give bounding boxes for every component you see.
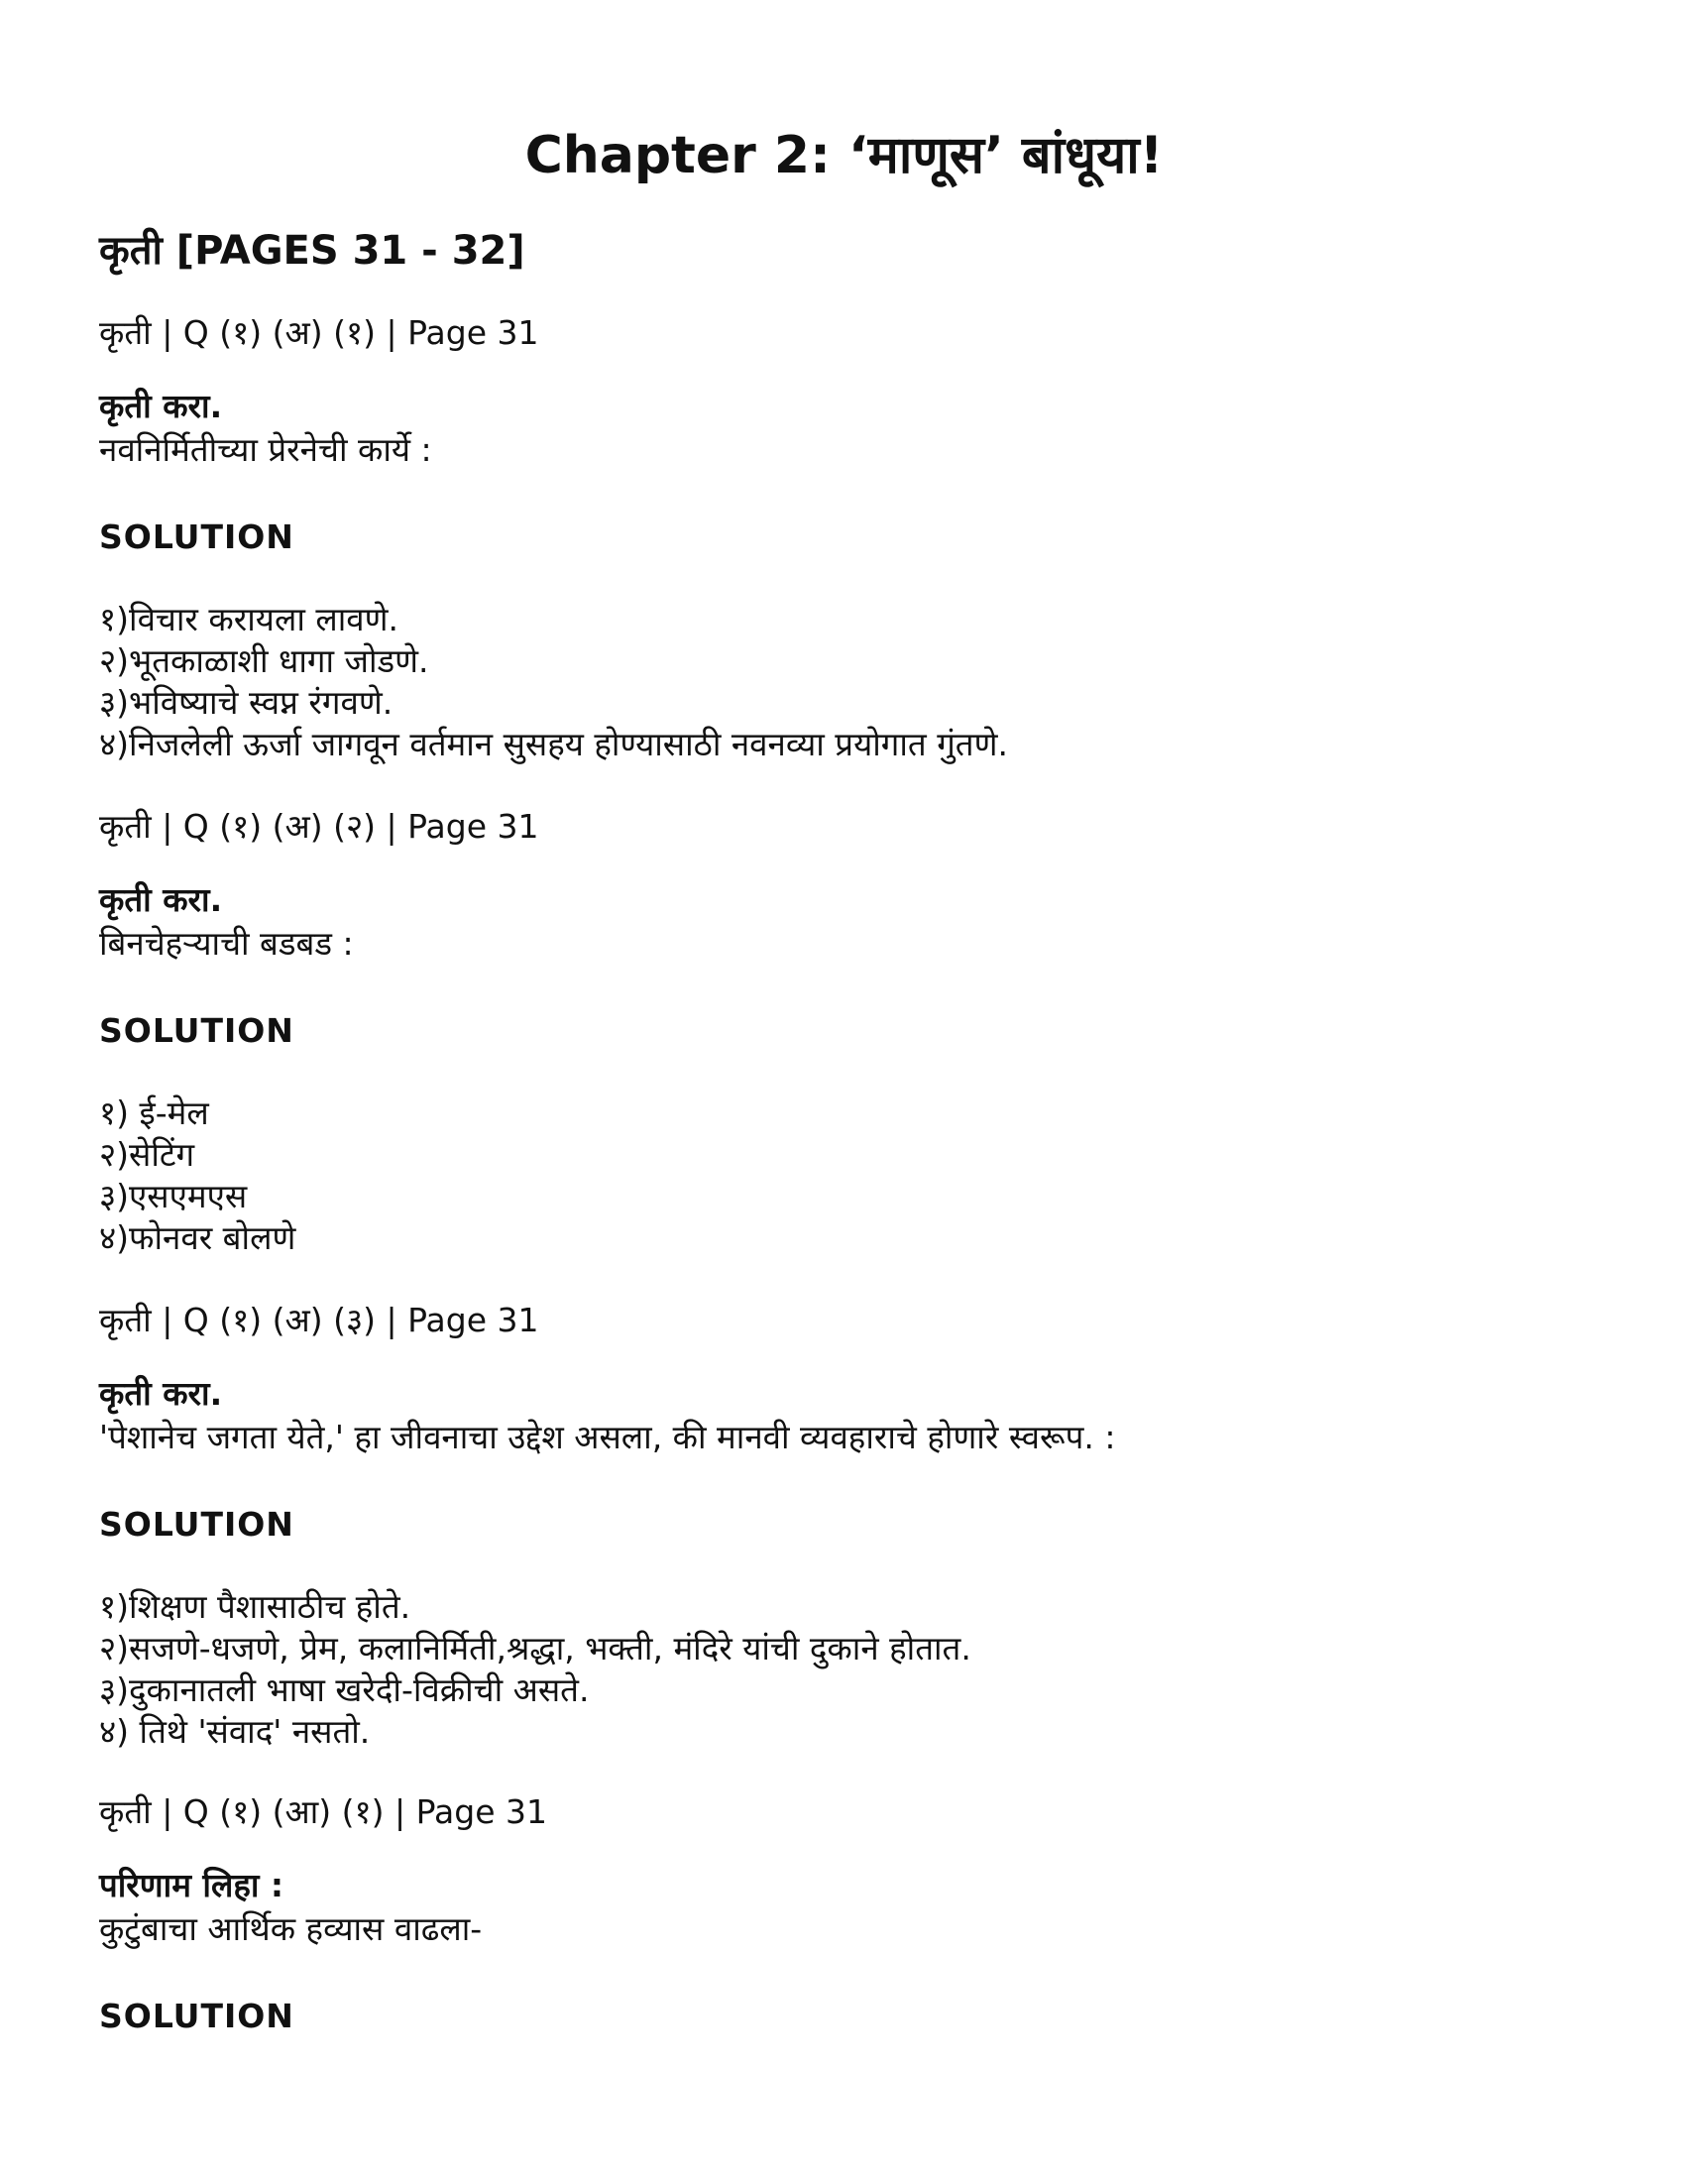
solution-label: SOLUTION xyxy=(99,1997,294,2035)
solution-label: SOLUTION xyxy=(99,517,294,556)
solution-label: SOLUTION xyxy=(99,1011,294,1050)
question-reference: कृती | Q (१) (अ) (२) | Page 31 xyxy=(99,807,539,846)
question-text: कुटुंबाचा आर्थिक हव्यास वाढला- xyxy=(99,1909,483,1948)
answer-list xyxy=(99,1586,971,1753)
answer-item: ३)भविष्याचे स्वप्न रंगवणे. xyxy=(99,683,394,722)
question-instruction: कृती करा. xyxy=(99,387,223,425)
question-instruction: परिणाम लिहा : xyxy=(99,1866,284,1904)
solution-label: SOLUTION xyxy=(99,1505,294,1544)
question-instruction: कृती करा. xyxy=(99,1374,223,1413)
question-reference: कृती | Q (१) (आ) (१) | Page 31 xyxy=(99,1792,548,1831)
question-text: बिनचेहऱ्याची बडबड : xyxy=(99,924,354,963)
answer-item: ३)एसएमएस xyxy=(99,1177,248,1215)
section-heading: कृती [PAGES 31 - 32] xyxy=(99,228,525,274)
answer-item: १)विचार करायला लावणे. xyxy=(99,600,398,638)
answer-list xyxy=(99,1092,295,1259)
answer-item: १)शिक्षण पैशासाठीच होते. xyxy=(99,1587,411,1626)
chapter-title: Chapter 2: ‘माणूस’ बांधूया! xyxy=(524,126,1164,185)
question-text: 'पेशानेच जगता येते,' हा जीवनाचा उद्देश असला, की मानवी व्यवहाराचे होणारे स्वरूप. : xyxy=(99,1418,1116,1456)
question-reference: कृती | Q (१) (अ) (१) | Page 31 xyxy=(99,313,539,352)
answer-item: ४)निजलेली ऊर्जा जागवून वर्तमान सुसहय होण्यासाठी नवनव्या प्रयोगात गुंतणे. xyxy=(99,725,1008,763)
answer-item: २)सजणे-धजणे, प्रेम, कलानिर्मिती,श्रद्धा, भक्ती, मंदिरे यांची दुकाने होतात. xyxy=(99,1629,971,1667)
answer-item: ४)फोनवर बोलणे xyxy=(99,1218,296,1257)
answer-item: ४) तिथे 'संवाद' नसतो. xyxy=(99,1712,371,1751)
answer-item: २)सेटिंग xyxy=(99,1135,195,1174)
answer-item: २)भूतकाळाशी धागा जोडणे. xyxy=(99,641,429,680)
answer-item: ३)दुकानातली भाषा खरेदी-विक्रीची असते. xyxy=(99,1670,590,1709)
question-instruction: कृती करा. xyxy=(99,880,223,919)
question-reference: कृती | Q (१) (अ) (३) | Page 31 xyxy=(99,1301,539,1339)
answer-list xyxy=(99,599,1008,765)
question-text: नवनिर्मितीच्या प्रेरनेची कार्ये : xyxy=(99,430,432,469)
answer-item: १) ई-मेल xyxy=(99,1093,209,1132)
